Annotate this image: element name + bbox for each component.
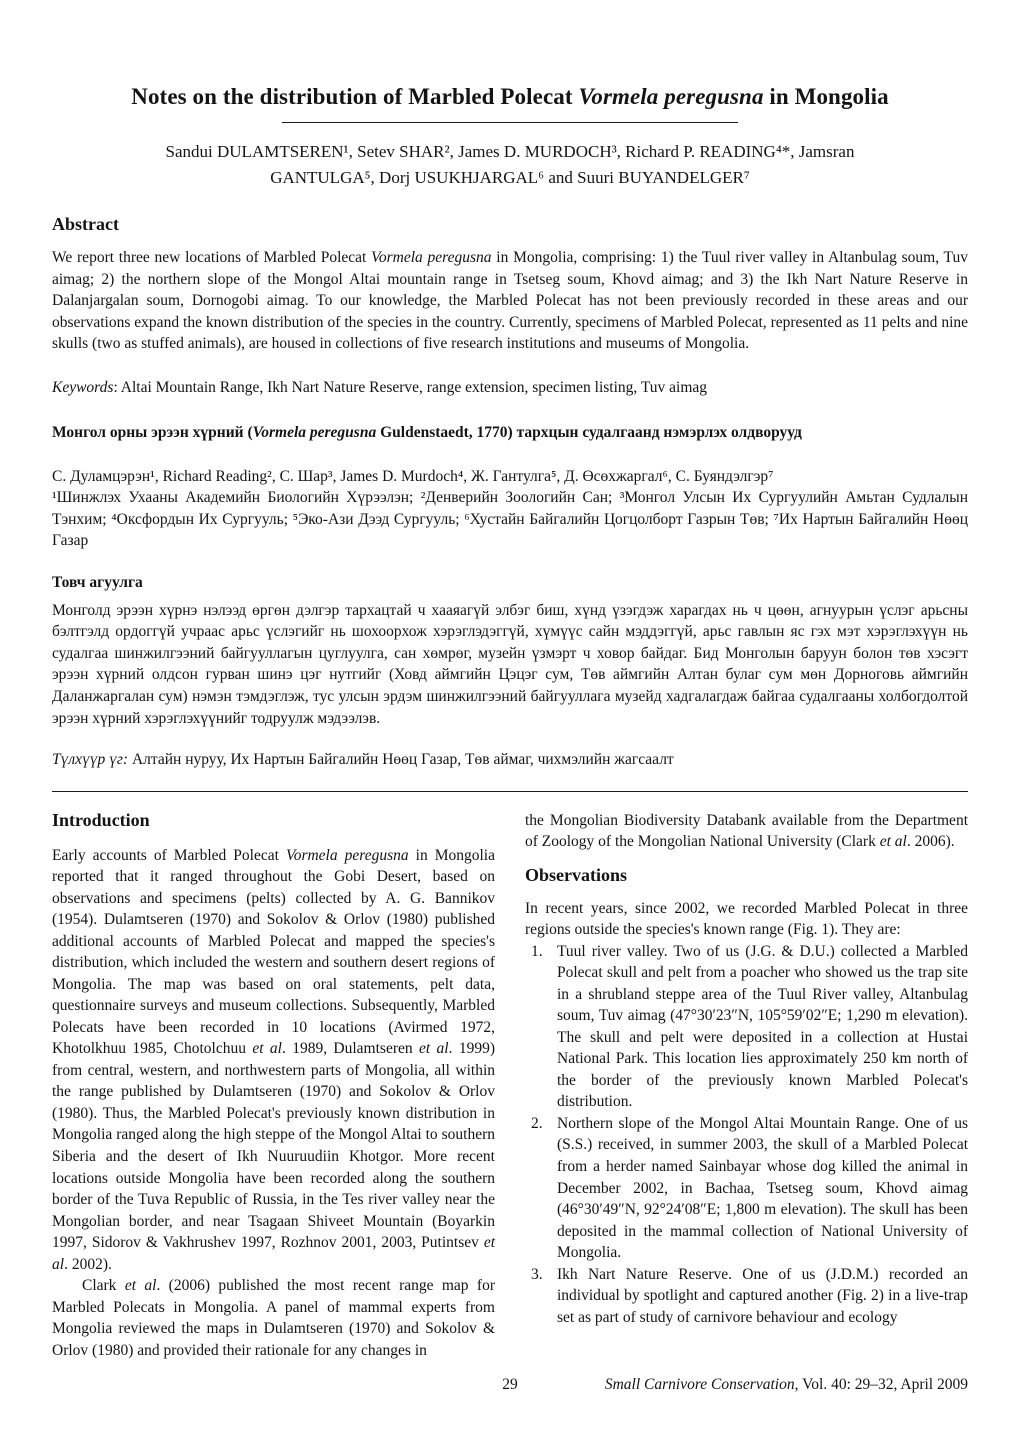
mongolian-summary-paragraph: Монголд эрээн хүрнэ нэлээд өргөн дэлгэр тархацтай ч хааяагүй элбэг биш, хүнд үзэгдэж харагдах нь ч цөөн, агнуурын үслэг арьсны бэлтгэлд ордоггүй учраас арьс үслэгийг нь шохоорхож хэрэглэдэггүй, хүмүүс сайн мэддэггүй, арьс гавлын яс гэх мэт хэрэглэхүүн нь судалгаа шинжилгээний байгууллагын цуглуулга, сан хөмрөг, музейн үзмэрт ч ховор байдаг. Бид Монголын баруун болон төв хэсэгт эрээн хүрний олдсон гурван шинэ цэг нутгийг (Ховд аймгийн Цэцэг сум, Төв аймгийн Алтан булаг сум мөн Дорноговь аймгийн Даланжаргалан сум) нэмэн тэмдэглэж, тус улсын эрдэм шинжилгээний байгууллага музейд хадгалагдаж байгаа судалгааны холбогдолтой эрээн хүрний хэрэглэхүүнийг тодруулж мэдээлэв. (52, 601, 968, 727)
journal-name: Small Carnivore Conservation (604, 1376, 795, 1393)
observations-intro-paragraph: In recent years, since 2002, we recorded Marbled Polecat in three regions outside the species's known range (Fig. 1). They are: (525, 899, 968, 939)
left-column (52, 810, 495, 1362)
observation-text: Ikh Nart Nature Reserve. One of us (J.D.M.) recorded an individual by spotlight and captured another (Fig. 2) in a live-trap set as part of study of carnivore behaviour and ecology (557, 1265, 968, 1326)
keywords-line: Keywords: Altai Mountain Range, Ikh Nart Nature Reserve, range extension, specimen listing, Tuv aimag (52, 378, 708, 396)
mongolian-author-line: С. Дуламцэрэн¹, Richard Reading², С. Шар³, James D. Murdoch⁴, Ж. Гантулга⁵, Д. Өсөхжаргал⁶, С. Буяндэлгэр⁷ (52, 467, 774, 485)
abstract-heading: Abstract (52, 214, 119, 234)
observation-number: 3. (531, 1265, 543, 1283)
section-divider-rule (52, 791, 968, 792)
author-line-2: GANTULGA⁵, Dorj USUKHJARGAL⁶ and Suuri BUYANDELGER⁷ (270, 167, 750, 187)
title-rule (282, 122, 738, 123)
introduction-continuation-paragraph: the Mongolian Biodiversity Databank available from the Department of Zoology of the Mongolian National University (Clark et al. 2006). (525, 811, 968, 851)
observation-number: 2. (531, 1114, 543, 1132)
introduction-paragraph-2: Clark et al. (2006) published the most recent range map for Marbled Polecats in Mongolia. A panel of mammal experts from Mongolia reviewed the maps in Dulamtseren (1970) and Sokolov & Orlov (1980) and provided their rationale for any changes in (52, 1277, 496, 1359)
journal-volume-info: , Vol. 40: 29–32, April 2009 (794, 1376, 968, 1393)
introduction-heading: Introduction (52, 809, 150, 830)
page-footer (52, 1376, 968, 1398)
author-line-1: Sandui DULAMTSEREN¹, Setev SHAR², James D. MURDOCH³, Richard P. READING⁴*, Jamsran (165, 142, 855, 161)
abstract-paragraph: We report three new locations of Marbled Polecat Vormela peregusna in Mongolia, comprising: 1) the Tuul river valley in Altanbulag soum, Tuv aimag; 2) the northern slope of the Mongol Altai mountain range in Tsetseg soum, Khovd aimag; and 3) the Ikh Nart Nature Reserve in Dalanjargalan soum, Dornogobi aimag. To our knowledge, the Marbled Polecat has not been previously recorded in these areas and our observations expand the known distribution of the species in the country. Currently, specimens of Marbled Polecat, represented as 11 pelts and nine skulls (two as stuffed animals), are housed in collections of five research institutions and museums of Mongolia. (52, 249, 968, 353)
mongolian-affiliations: ¹Шинжлэх Ухааны Академийн Биологийн Хүрээлэн; ²Денверийн Зоологийн Сан; ³Монгол Улсын Их Сургуулийн Амьтан Судлалын Тэнхим; ⁴Оксфордын Их Сургууль; ⁵Эко-Ази Дээд Сургууль; ⁶Хустайн Байгалийн Цогцолборт Газрын Төв; ⁷Их Нартын Байгалийн Нөөц Газар (52, 489, 968, 550)
journal-citation (605, 1376, 968, 1394)
observation-text: Tuul river valley. Two of us (J.G. & D.U.) collected a Marbled Polecat skull and pelt from a poacher who showed us the trap site in a shrubland steppe area of the Tuul River valley, Altanbulag soum, Tuv aimag (47°30′23″N, 105°59′02″E; 1,290 m elevation). The skull and pelt were deposited in a collection at Hustai National Park. This location lies approximately 250 km north of the border of the previously known Marbled Polecat's distribution. (557, 942, 968, 1111)
author-list (52, 139, 968, 190)
observation-item-3 (525, 1264, 968, 1329)
right-column (525, 810, 968, 1362)
observation-item-2 (525, 1113, 968, 1264)
observation-number: 1. (531, 942, 543, 960)
introduction-paragraph-1: Early accounts of Marbled Polecat Vormela peregusna in Mongolia reported that it ranged throughout the Gobi Desert, based on observations and specimens (pelts) collected by A. G. Bannikov (1954). Dulamtseren (1970) and Sokolov & Orlov (1980) published additional accounts of Marbled Polecat and mapped the species's distribution, which included the western and southern desert regions of Mongolia. The map was based on oral statements, pelt data, questionnaire surveys and museum collections. Subsequently, Marbled Polecats have been recorded in 10 locations (Avirmed 1972, Khotolkhuu 1985, Chotolchuu et al. 1989, Dulamtseren et al. 1999) from central, western, and northwestern parts of Mongolia, all within the range published by Dulamtseren (1970) and Sokolov & Orlov (1980). Thus, the Marbled Polecat's previously known distribution in Mongolia ranged along the high steppe of the Mongol Altai to southern Siberia and the desert of Ikh Nuuruudiin Khotgor. More recent locations outside Mongolia have been recorded along the southern border of the Tuva Republic of Russia, in the Tes river valley near the Mongolian border, and near Tsagaan Shiveet Mountain (Boyarkin 1997, Sidorov & Vakhrushev 1997, Rozhnov 2001, 2003, Putintsev et al. 2002). (52, 846, 495, 1273)
mongolian-keywords-line: Түлхүүр үг: Алтайн нуруу, Их Нартын Байгалийн Нөөц Газар, Төв аймаг, чихмэлийн жагсаалт (52, 751, 674, 769)
paper-title: Notes on the distribution of Marbled Polecat Vormela peregusna in Mongolia (131, 84, 889, 109)
observation-item-1 (525, 941, 968, 1113)
page-number: 29 (502, 1376, 518, 1393)
observation-text: Northern slope of the Mongol Altai Mountain Range. One of us (S.S.) received, in summer 2003, the skull of a Marbled Polecat from a herder named Sainbayar whose dog killed the animal in December 2002, in Bachaa, Tsetseg soum, Khovd aimag (46°30′49″N, 92°24′08″E; 1,800 m elevation). The skull has been deposited in the mammal collection of National University of Mongolia. (557, 1114, 968, 1262)
mongolian-summary-heading: Товч агуулга (52, 573, 143, 591)
mongolian-title: Монгол орны эрээн хүрний (Vormela peregusna Guldenstaedt, 1770) тархцын судалгаанд нэмэрлэх олдворууд (52, 424, 802, 442)
two-column-body (52, 810, 968, 1362)
observations-heading: Observations (525, 864, 628, 885)
